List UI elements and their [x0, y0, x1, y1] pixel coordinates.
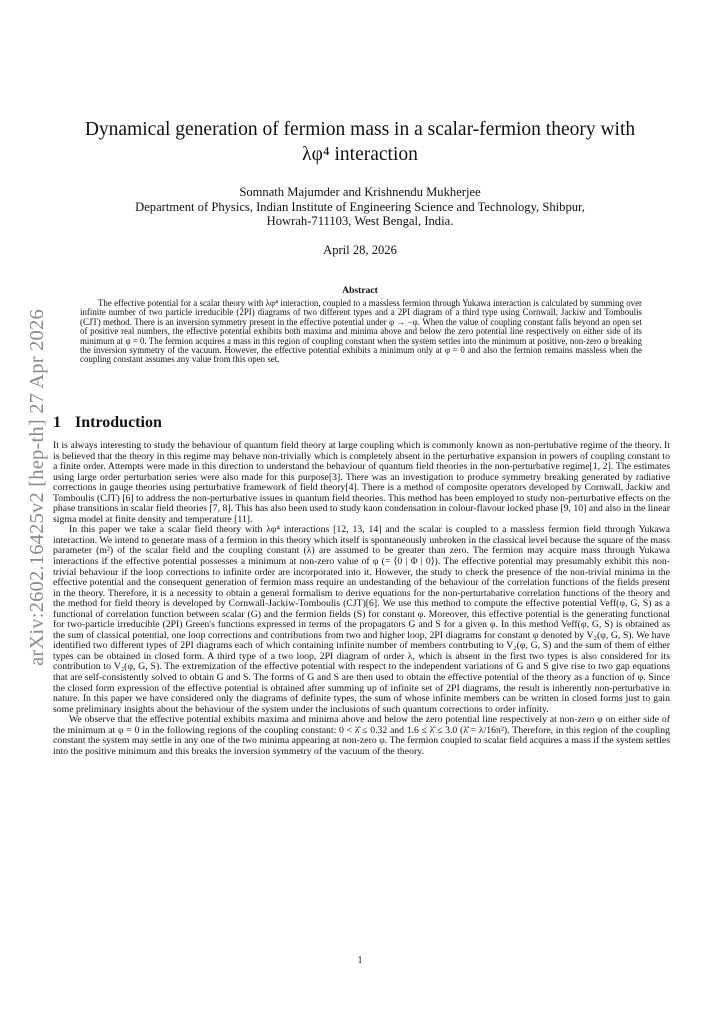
page-number: 1 [357, 955, 363, 966]
title-line-2: λφ⁴ interaction [302, 144, 418, 165]
paragraph: It is always interesting to study the behaviour of quantum field theory at large coupling which is commonly known as non-pertubative regime of the theory. It is believed that the theory in this regime may behave non-trivially which is completely absent in the perturbative expansion in powers of coupling constant to a finite order. Attempts were made in this direction to understand the behaviour of quantum field theories in the non-perturbative regime[1, 2]. The estimates using large order perturbation series were also made for this purpose[3]. There was an investigation to produce symmetry breaking generated by radiative corrections in gauge theories using perturbative framework of field theory[4]. There is a method of composite operators developed by Cornwall, Jackiw and Tomboulis (CJT) [6] to address the non-perturbative issues in quantum field theories. This method has been employed to study non-perturbative effects on the phase transitions in scalar field theories [7, 8]. This has also been used to study kaon condensation in colour-flavour locked phase [9, 10] and also in the linear sigma model at finite density and temperature [11]. [53, 440, 670, 525]
title-line-1: Dynamical generation of fermion mass in a scalar-fermion theory with [84, 119, 636, 140]
paper-date: April 28, 2026 [323, 243, 397, 257]
abstract-heading: Abstract [342, 285, 378, 296]
section-title: Introduction [75, 414, 162, 431]
paragraph: We observe that the effective potential exhibits maxima and minima above and below the zero potential line respectively at non-zero φ on either side of the minimum at φ = 0 in the following regions of the coupling constant: 0 < λ̂ ≤ 0.32 and 1.6 ≤ λ̂ ≤ 3.0 (λ̂ = λ/16π²). Therefore, in this region of the coupling constant the system may settle in any one of the two minima appearing at non-zero φ. The fermion coupled to scalar field acquires a mass if the system settles into the positive minimum and this breaks the inversion symmetry of the vacuum of the theory. [53, 714, 670, 757]
author-block [60, 185, 660, 229]
affiliation-line-2: Howrah-711103, West Bengal, India. [266, 214, 454, 228]
section-number: 1 [53, 414, 61, 431]
section-heading [53, 414, 653, 432]
affiliation-line-1: Department of Physics, Indian Institute of Engineering Science and Technology, Shibpur, [135, 199, 585, 214]
arxiv-identifier: arXiv:2602.16425v2 [hep-th] 27 Apr 2026 [25, 308, 48, 666]
paragraph: In this paper we take a scalar field theory with λφ⁴ interactions [12, 13, 14] and the scalar is coupled to a massless fermion field through Yukawa interaction. We intend to generate mass of a fermion in this theory which itself is spontaneously unbroken in the classical level because the square of the mass parameter (m²) of the scalar field and the coupling constant (λ) are assumed to be greater than zero. The fermion may acquire mass through Yukawa interactions if the effective potential possesses a minimum at non-zero value of φ (= ⟨0 | Φ | 0⟩). The effective potential may presumably exhibit this non-trivial behaviour if the loop corrections to infinite order are incorporated into it. However, the study to check the presence of the non-trivial minima in the effective potential and the consequent generation of fermion mass require an undestanding of the behaviour of the correlation functions of the fields present in the theory. Therefore, it is a necessity to obtain a general formalism to derive equations for the non-perturtabative correlation functions of the theory and the method for field theory is developed by Cornwall-Jackiw-Tomboulis (CJT)[6]. We use this method to compute the effective potential Veff(φ, G, S) as a functional of correlation function between scalar (G) and the fermion fields (S) for constant φ. Moreover, this effective potential is the generating functional for two-particle irreducible (2PI) Green's functions expressed in terms of the propagators G and S for a given φ. In this method Veff(φ, G, S) is obtained as the sum of classical potential, one loop corrections and contributions from two and higher loop, 2PI diagrams for constant φ denoted by V₂(φ, G, S). We have identified two different types of 2PI diagrams each of which containing infinite number of members contrbuting to V₂(φ, G, S) and the sum of them of either types can be obtained in closed form. A third type of a two loop, 2PI diagram of order λ, which is absent in the first two types is also considered for its contribution to V₂(φ, G, S). The extremization of the effective potential with respect to the independent variations of G and S give rise to two gap equations that are self-consistently solved to obtain G and S. The forms of G and S are then used to obtain the effective potential of the theory as a function of φ. Since the closed form expression of the effective potential is obtained after summing up of infinite set of 2PI diagrams, the result is inherently non-perturbative in nature. In this paper we have considered only the diagrams of definite types, the sum of whose infinite members can be written in closed forms just to gain some preliminary insights about the behaviour of the system under the inclusions of such quantum corrections to order infinity. [53, 524, 670, 715]
section-body [53, 441, 670, 757]
abstract-text: The effective potential for a scalar theory with λφ⁴ interaction, coupled to a massless fermion through Yukawa interaction is calculated by summing over infinite number of two particle irreducible (2PI) diagrams of two different types and a 2PI diagram of a third type using Cornwall, Jackiw and Tomboulis (CJT) method. There is an inversion symmetry present in the effective potential under φ → −φ. When the value of coupling constant falls beyond an open set of positive real numbers, the effective potential exhibits both maxima and minima above and below the zero potential line respectively on either side of its minimum at φ = 0. The fermion acquires a mass in this region of coupling constant when the system settles into the minimum at positive, non-zero φ breaking the inversion symmetry of the vacuum. However, the effective potential exhibits a minimum only at φ = 0 and also the fermion remains massless when the coupling constant assumes any value from this open set. [80, 298, 642, 365]
arxiv-side-stamp [22, 298, 52, 676]
author-names: Somnath Majumder and Krishnendu Mukherjee [239, 185, 481, 199]
paper-title [60, 117, 660, 167]
